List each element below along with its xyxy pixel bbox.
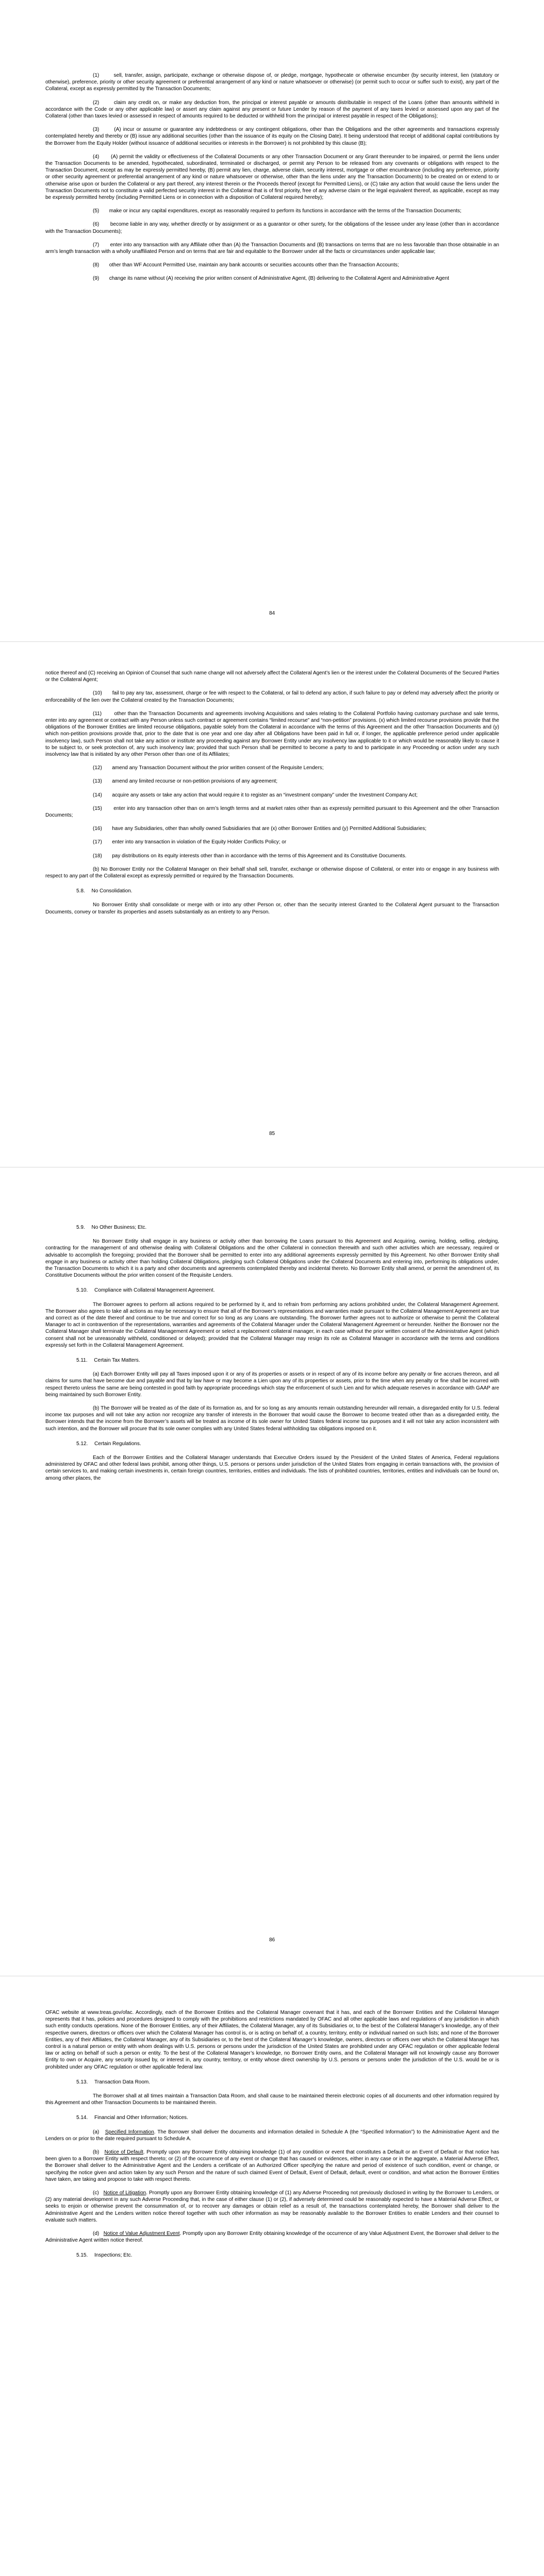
item-number: (9): [93, 276, 100, 282]
covenant-item: [45, 778, 499, 785]
item-text: other than the Transaction Documents and agreements involving Acquisitions and sales relating to the Collateral Portfolio having customary purchase and sale terms, enter into any agreement or contract with any Person unless such contract or agreement contains “limited recourse” and “non-petition” provisions. (x) which limited recourse provisions provide that the obligations of the Borrower Entities are limited recourse obligations, payable solely from the Collateral in accordance with the terms of this Agreement and the other Transaction Documents and (y) which non-petition provisions provide that, prior to the date that is one year and one day after all Obligations have been paid in full or, if longer, the applicable preference period under applicable insolvency law), such Person shall not take any action or institute any proceeding against any Borrower Entity under any insolvency law applicable to it or which would be reasonably likely to cause it to be subject to, or seek protection of, any such insolvency law; provided that such Person shall be permitted to become a party to and to participate in any Proceeding or action under any such insolvency law that is initiated by any other Person other than one of its Affiliates;: [45, 710, 500, 758]
covenant-item: [45, 99, 499, 120]
item-text: (A) permit the validity or effectiveness of the Collateral Documents or any other Transaction Document or any Grant thereunder to be impaired, or permit the liens under the Transaction Documents to be amended, hypothecated, subordinated, terminated or discharged, or permit any Person to be released from any covenants or obligations with respect to the Transaction Document, except as may be expressly permitted hereby, (B) permit any lien, charge, adverse claim, security interest, mortgage or other encumbrance (including any preference, priority or other security agreement or preferential arrangement of any kind or nature whatsoever or otherwise, other than the liens under any the Transaction Documents) to be created on or extend to or otherwise arise upon or burden the Collateral or any part thereof, any interest therein or the Proceeds thereof (except for Permitted Liens), or (C) take any action that would cause the liens under the Transaction Documents not to constitute a valid perfected security interest in the Collateral that is of first priority, free of any adverse claim or the legal equivalent thereof, as applicable, except as may be expressly permitted hereby (including Permitted Liens or in connection with a disposition of Collateral required hereby);: [45, 154, 500, 201]
covenant-item: [45, 154, 499, 201]
item-number: (6): [93, 222, 100, 228]
covenant-item: [45, 853, 499, 859]
item-text: (A) incur or assume or guarantee any indebtedness or any contingent obligations, other than the Obligations and the other agreements and transactions expressly contemplated hereby and thereby or (B) issue any additional securities (other than the issuance of its equity on the Closing Date). It being understood that receipt of additional capital contributions by the Borrower from the Equity Holder (without issuance of additional securities or interests in the Borrower) is not prohibited by this clause (B);: [45, 127, 499, 146]
section-paragraph: The Borrower shall at all times maintain a Transaction Data Room, and shall cause to be maintained therein electronic copies of all documents and other information required by this Agreement and other Transaction Documents to be maintained therein.: [45, 2093, 499, 2106]
section-paragraph: The Borrower agrees to perform all actions required to be performed by it, and to refrain from performing any actions prohibited under, the Collateral Management Agreement. The Borrower also agrees to take all actions as may be necessary to ensure that all of the Borrower’s representations and warranties made pursuant to the Collateral Management Agreement are true and correct as of the date thereof and continue to be true and correct for so long as any Loans are outstanding. The Borrower further agrees not to authorize or otherwise to permit the Collateral Manager to act in contravention of the representations, warranties and agreements of the Collateral Manager under the Collateral Management Agreement or hereunder. Neither the Borrower nor the Collateral Manager shall terminate the Collateral Management Agreement or select a replacement collateral manager, in each case without the prior written consent of the Administrative Agent (which consent shall not be unreasonably withheld, conditioned or delayed); provided that the Collateral Manager may resign its role as Collateral Manager in accordance with the terms and conditions expressly set forth in the Collateral Management Agreement.: [45, 1301, 499, 1348]
item-number: (18): [93, 853, 102, 859]
covenant-item: [45, 839, 499, 845]
covenant-list: [45, 72, 499, 282]
section-title: Compliance with Collateral Management Agreement.: [94, 1287, 215, 1294]
covenant-item: [45, 805, 499, 819]
section-title: Certain Regulations.: [94, 1440, 141, 1447]
section-number: 5.13.: [76, 2079, 88, 2085]
section-heading: [45, 2114, 499, 2121]
item-text: fail to pay any tax, assessment, charge or fee with respect to the Collateral, or fail to defend any action, if such failure to pay or defend may adversely affect the priority or enforceability of the lien over the Collateral created by the Transaction Documents;: [45, 690, 500, 703]
section-number: 5.8.: [76, 888, 85, 894]
section-title: Financial and Other Information; Notices.: [94, 2115, 188, 2121]
section-heading: [45, 1440, 499, 1447]
item-text: sell, transfer, assign, participate, exchange or otherwise dispose of, or pledge, mortgage, hypothecate or otherwise encumber (by security interest, lien (statutory or otherwise), preference, priority or other security agreement or preferential arrangement of any kind or nature whatsoever or otherwise) (or permit such to occur or suffer such to exist), any part of the Collateral, except as expressly permitted by the Transaction Documents;: [45, 73, 499, 92]
page-number: 85: [269, 1131, 275, 1137]
section-heading: [45, 2252, 499, 2259]
page-86-body: [45, 1216, 499, 1488]
page-84-body: [45, 72, 499, 289]
item-text: enter into any transaction other than on arm’s length terms and at market rates other than as expressly permitted pursuant to this Agreement and the other Transaction Documents;: [45, 805, 499, 819]
item-text: change its name without (A) receiving the prior written consent of Administrative Agent, (B) delivering to the Collateral Agent and Administrative Agent: [109, 276, 449, 282]
item-number: (2): [93, 99, 100, 106]
item-number: (3): [93, 127, 100, 133]
covenant-list: [45, 690, 499, 859]
covenant-item: [45, 792, 499, 799]
page-number: 84: [269, 611, 275, 616]
subheading: Notice of Default: [104, 2149, 143, 2156]
covenant-item: [45, 208, 499, 214]
section-paragraph: Each of the Borrower Entities and the Collateral Manager understands that Executive Orders issued by the President of the United States of America, Federal regulations administered by OFAC and other federal laws prohibit, among other things, U.S. persons or persons under jurisdiction of the United States from engaging in certain transactions with, the provision of certain services to, and making certain investments in, certain foreign countries, territories, entities and individuals. The lists of prohibited countries, territories, entities and individuals can be found on, among other places, the: [45, 1455, 499, 1481]
section-number: 5.12.: [76, 1440, 88, 1447]
item-number: (10): [93, 690, 102, 697]
item-text: other than WF Account Permitted Use, maintain any bank accounts or securities accounts other than the Transaction Accounts;: [109, 262, 399, 268]
item-text: pay distributions on its equity interests other than in accordance with the terms of this Agreement and its Constitutive Documents.: [112, 853, 407, 859]
item-number: (11): [93, 710, 102, 717]
section-title: No Consolidation.: [91, 888, 133, 894]
item-number: (5): [93, 208, 100, 214]
covenant-item: [45, 825, 499, 832]
covenant-item: [45, 765, 499, 771]
item-number: (7): [93, 242, 100, 248]
section-heading: [45, 1224, 499, 1231]
paragraph-b: (b) No Borrower Entity nor the Collateral Manager on their behalf shall sell, transfer, exchange or otherwise dispose of Collateral, or enter into or engage in any business with respect to any part of the Collateral except as expressly permitted or required by the Transaction Documents.: [45, 866, 499, 879]
section-number: 5.15.: [76, 2252, 88, 2259]
covenant-item: [45, 275, 499, 282]
section-paragraph: No Borrower Entity shall consolidate or merge with or into any other Person or, other than the security interest Granted to the Collateral Agent pursuant to the Transaction Documents, convey or transfer its properties and assets substantially as an entirety to any Person.: [45, 902, 499, 915]
item-number: (15): [93, 805, 102, 811]
item-number: (14): [93, 792, 102, 798]
page-85-body: [45, 670, 499, 922]
continued-paragraph: OFAC website at www.treas.gov/ofac. Accordingly, each of the Borrower Entities and the Collateral Manager covenant that it has, and each of the Borrower Entities and the Collateral Manager represents that it has, policies and procedures designed to comply with the prohibitions and restrictions mandated by OFAC and all other applicable laws and regulations of any jurisdiction in which such entity conducts operations. None of the Borrower Entities, any of their Affiliates, the Collateral Manager, any of its Subsidiaries or, to the best of the Collateral Manager’s knowledge, any of their respective owners, directors or officers over which the Collateral Manager has control is, or is acting on behalf of, a country, territory, entity or individual named on such lists; and none of the Borrower Entities, any of their Affiliates, the Collateral Manager, any of its Subsidiaries or, to the best of the Collateral Manager’s knowledge, owners, directors or officers over which the Collateral Manager has control is a natural person or entity with whom dealings with U.S. persons or persons under the jurisdiction of the United States are prohibited under any OFAC regulation or other applicable federal law or acting on behalf of such a person or entity. To the best of the Collateral Manager’s knowledge, no Borrower Entity owns, and the Collateral Manager will not knowingly cause any Borrower Entity to own or Acquire, any security issued by, or interest in, any country, territory, or entity whose direct ownership by U.S. persons or persons under the jurisdiction of the U.S. would be or is prohibited under any OFAC regulation or other applicable federal law.: [45, 2010, 499, 2070]
item-number: (16): [93, 826, 102, 832]
paragraph-a: (a) Specified Information. The Borrower shall deliver the documents and information detailed in Schedule A (the “Specified Information”) to the Administrative Agent and the Lenders on or prior to the date required pursuant to Schedule A.: [45, 2129, 499, 2142]
item-text: become liable in any way, whether directly or by assignment or as a guarantor or other surety, for the obligations of the lessee under any lease (other than in accordance with the Transaction Documents);: [45, 222, 499, 234]
paragraph-c: (c) Notice of Litigation. Promptly upon any Borrower Entity obtaining knowledge of (1) any Adverse Proceeding not previously disclosed in writing by the Borrower to Lenders, or (2) any material development in any such Adverse Proceeding that, in the case of either clause (1) or (2), if adversely determined could be reasonably expected to have a Material Adverse Effect, or seeks to enjoin or otherwise prevent the consummation of, or to recover any damages or obtain relief as a result of, the transactions contemplated hereby, the Borrower shall deliver to the Administrative Agent and the Lenders written notice thereof together with such other information as may be reasonably available to the Borrower Entities to enable Lenders and their counsel to evaluate such matters.: [45, 2190, 499, 2223]
section-heading: [45, 2079, 499, 2086]
section-number: 5.14.: [76, 2115, 88, 2121]
covenant-item: [45, 242, 499, 255]
item-text: enter into any transaction in violation of the Equity Holder Conflicts Policy; or: [112, 839, 287, 845]
item-text: enter into any transaction with any Affiliate other than (A) the Transaction Documents and (B) transactions on terms that are no less favorable than those obtainable in an arm’s length transaction with a wholly unaffiliated Person and on terms that are fair and equitable to the Borrower under all the facts or circumstances under applicable law;: [45, 242, 499, 255]
covenant-item: [45, 262, 499, 268]
paragraph-b: (b) The Borrower will be treated as of the date of its formation as, and for so long as any amounts remain outstanding hereunder will remain, a disregarded entity for U.S. federal income tax purposes and will not take any action nor recognize any transfer of interests in the Borrower that would cause the Borrower to become treated other than as a disregarded entity, the Borrower intends that the income from the Borrower’s assets will be treated as income of its sole owner for United States federal income tax purposes and it will not take any action inconsistent with such intention, and the Borrower will procure that its sole owner complies with any United States federal withholding tax obligations imposed on it.: [45, 1405, 499, 1432]
section-title: No Other Business; Etc.: [91, 1225, 147, 1230]
item-number: (4): [93, 154, 100, 160]
item-number: (13): [93, 778, 102, 785]
page-divider: [0, 641, 544, 642]
item-number: (12): [93, 765, 102, 771]
item-text: have any Subsidiaries, other than wholly owned Subsidiaries that are (x) other Borrower Entities and (y) Permitted Additional Subsidiaries;: [112, 826, 427, 832]
item-text: claim any credit on, or make any deduction from, the principal or interest payable or amounts distributable in respect of the Loans (other than amounts withheld in accordance with the Code or any other applicable law) or assert any claim against any present or future Lender by reason of the payment of any taxes levied or assessed upon any part of the Collateral (other than taxes levied or assessed in respect of amounts required to be deducted or withheld from the principal or interest payable in respect of the Obligations);: [45, 99, 499, 120]
item-text: make or incur any capital expenditures, except as reasonably required to perform its functions in accordance with the terms of the Transaction Documents;: [109, 208, 461, 214]
subheading: Specified Information: [105, 2129, 154, 2135]
item-number: (1): [93, 73, 100, 78]
section-title: Inspections; Etc.: [94, 2252, 133, 2259]
subheading: Notice of Litigation: [103, 2190, 146, 2196]
paragraph-b: (b) Notice of Default. Promptly upon any Borrower Entity obtaining knowledge (1) of any condition or event that constitutes a Default or an Event of Default or that notice has been given to a Borrower Entity with respect thereto; or (2) of the occurrence of any event or change that has caused or evidences, either in any case or in the aggregate, a Material Adverse Effect, the Borrower shall deliver to the Administrative Agent and the Lenders a certificate of an Authorized Officer specifying the nature and period of existence of such condition, event or change, or specifying the notice given and action taken by any such Person and the nature of such claimed Event of Default, Event of Default, default, event or condition, and what action the Borrower Entities have taken, are taking and propose to take with respect thereto.: [45, 2149, 499, 2182]
item-number: (8): [93, 262, 100, 268]
covenant-item: [45, 72, 499, 93]
paragraph-d: (d) Notice of Value Adjustment Event. Promptly upon any Borrower Entity obtaining knowledge of the occurrence of any Value Adjustment Event, the Borrower shall deliver to the Administrative Agent written notice thereof.: [45, 2231, 499, 2244]
section-heading: [45, 1287, 499, 1294]
item-text: amend any Transaction Document without the prior written consent of the Requisite Lenders;: [112, 765, 324, 771]
page-87-body: [45, 2009, 499, 2266]
covenant-item: [45, 710, 499, 758]
continued-paragraph: notice thereof and (C) receiving an Opinion of Counsel that such name change will not adversely affect the Collateral Agent’s lien or the interest under the Collateral Documents of the Secured Parties or the Collateral Agent;: [45, 670, 499, 683]
section-number: 5.9.: [76, 1225, 85, 1230]
section-title: Certain Tax Matters.: [94, 1358, 140, 1364]
item-number: (17): [93, 839, 102, 845]
section-heading: [45, 888, 499, 894]
covenant-item: [45, 690, 499, 703]
section-paragraph: No Borrower Entity shall engage in any business or activity other than borrowing the Loans pursuant to this Agreement and Acquiring, owning, holding, selling, pledging, contracting for the management of and otherwise dealing with Collateral Obligations and the other Collateral in connection therewith and such other activities which are necessary, required or advisable to accomplish the foregoing; provided that the Borrower shall be permitted to enter into any additional agreements expressly permitted by this Agreement. No other Borrower Entity shall engage in any business or activity other than holding Collateral Obligations, pledging such Collateral Obligations under the Collateral Documents and entering into, performing its obligations under, the Transaction Documents to which it is a party and other documents and agreements contemplated thereby and incidental thereto. No Borrower Entity shall amend, or permit the amendment of, its Constitutive Documents without the prior written consent of the Requisite Lenders.: [45, 1239, 499, 1279]
paragraph-a: (a) Each Borrower Entity will pay all Taxes imposed upon it or any of its properties or assets or in respect of any of its income before any penalty or fine accrues thereon, and all claims for sums that have become due and payable and that by law have or may become a Lien upon any of its properties or assets, prior to the time when any penalty or fine shall be incurred with respect thereto unless the same are being contested in good faith by appropriate proceedings which stay the enforcement of such Lien and for which adequate reserves in accordance with GAAP are being maintained by such Borrower Entity.: [45, 1371, 499, 1398]
item-text: amend any limited recourse or non-petition provisions of any agreement;: [112, 778, 277, 785]
section-number: 5.10.: [76, 1287, 88, 1294]
covenant-item: [45, 126, 499, 147]
section-heading: [45, 1357, 499, 1364]
section-title: Transaction Data Room.: [94, 2079, 151, 2085]
subheading: Notice of Value Adjustment Event: [103, 2231, 180, 2237]
section-number: 5.11.: [76, 1358, 88, 1364]
item-text: acquire any assets or take any action that would require it to register as an “investment company” under the Investment Company Act;: [112, 792, 418, 798]
page-number: 86: [269, 1937, 275, 1943]
covenant-item: [45, 221, 499, 234]
